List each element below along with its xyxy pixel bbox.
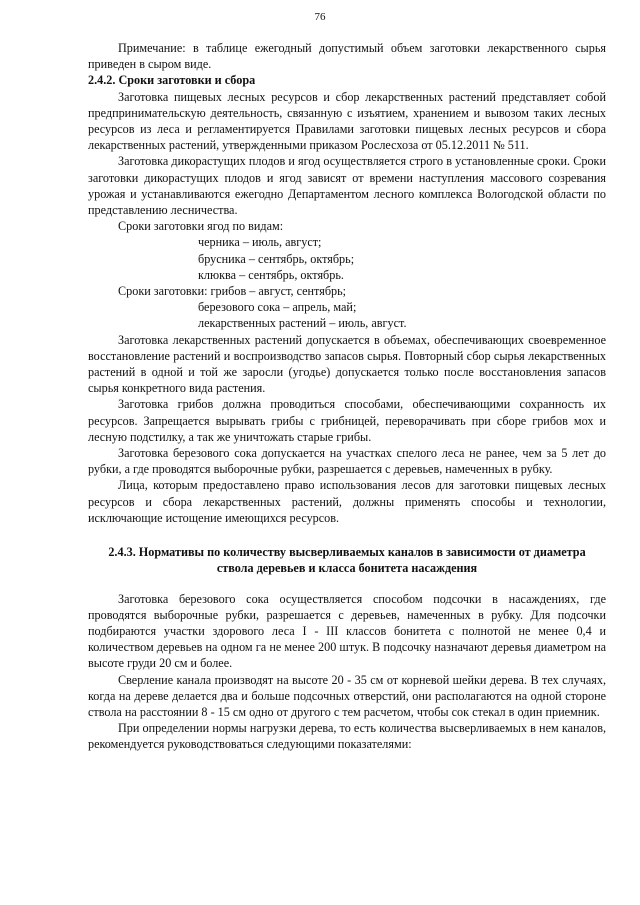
section-heading-2-4-3	[88, 544, 606, 576]
paragraph: Заготовка пищевых лесных ресурсов и сбор лекарственных растений представляет собой предпринимательскую деятельность, связанную с изъятием, хранением и вывозом таких лесных ресурсов из леса и регламентируется Правилами заготовки пищевых лесных ресурсов и сбора лекарственных растений, утвержденными приказом Рослесхоза от 05.12.2011 № 511.	[88, 89, 606, 153]
list-item: брусника – сентябрь, октябрь;	[198, 251, 355, 266]
heading-line: 2.4.3. Нормативы по количеству высверливаемых каналов в зависимости от диаметра	[108, 545, 586, 560]
list-item: черника – июль, август;	[198, 235, 322, 250]
page-number: 76	[314, 11, 326, 23]
list-item: березового сока – апрель, май;	[198, 300, 357, 315]
paragraph: Лица, которым предоставлено право использования лесов для заготовки пищевых лесных ресурсов и сбора лекарственных растений, должны применять способы и технологии, исключающие истощение имеющихся ресурсов.	[88, 478, 606, 525]
table-note: Примечание: в таблице ежегодный допустимый объем заготовки лекарственного сырья приведен в сыром виде.	[88, 41, 606, 72]
list-item: клюква – сентябрь, октябрь.	[198, 267, 344, 282]
berries-list-intro: Сроки заготовки ягод по видам:	[118, 219, 284, 234]
paragraph: Заготовка березового сока допускается на участках спелого леса не ранее, чем за 5 лет до рубки, а где проводятся выборочные рубки, разрешается с деревьев, намеченных в рубку.	[88, 446, 606, 477]
paragraph: Заготовка лекарственных растений допускается в объемах, обеспечивающих своевременное восстановление растений и воспроизводство запасов сырья. Повторный сбор сырья лекарственных растений в одной и той же заросли (угодье) допускается только после восстановления запасов сырья конкретного вида растения.	[88, 332, 606, 396]
paragraph: При определении нормы нагрузки дерева, то есть количества высверливаемых в нем каналов, рекомендуется руководствоваться следующими показателями:	[88, 721, 606, 752]
paragraph: Сверление канала производят на высоте 20 - 35 см от корневой шейки дерева. В тех случаях, когда на дереве делается два и больше подсочных отверстий, они располагаются на одной стороне ствола на расстоянии 8 - 15 см одно от другого с тем расчетом, чтобы сок стекал в один приемник.	[88, 672, 606, 719]
paragraph: Заготовка грибов должна проводиться способами, обеспечивающими сохранность их ресурсов. Запрещается вырывать грибы с грибницей, переворачивать при сборе грибов мох и лесную подстилку, а так же уничтожать старые грибы.	[88, 397, 606, 444]
harvest-list-intro: Сроки заготовки: грибов – август, сентябрь;	[118, 284, 347, 299]
paragraph: Заготовка дикорастущих плодов и ягод осуществляется строго в установленные сроки. Сроки заготовки дикорастущих плодов и ягод зависят от времени наступления массового созревания урожая и устанавливаются ежегодно Департаментом лесного комплекса Вологодской области по представлению лесничества.	[88, 154, 606, 218]
document-body	[88, 40, 606, 753]
section-heading-2-4-2: 2.4.2. Сроки заготовки и сбора	[88, 73, 256, 88]
paragraph: Заготовка березового сока осуществляется способом подсочки в насаждениях, где проводятся выборочные рубки, разрешается с деревьев, намеченных в рубку. Для подсочки подбираются участки здорового леса I - III классов бонитета с полнотой не менее 0,4 и количеством деревьев на одном га не менее 200 штук. В подсочку назначают деревья диаметром на высоте груди 20 см и более.	[88, 591, 606, 671]
list-item: лекарственных растений – июль, август.	[198, 316, 407, 331]
heading-line: ствола деревьев и класса бонитета насаждения	[216, 561, 478, 576]
